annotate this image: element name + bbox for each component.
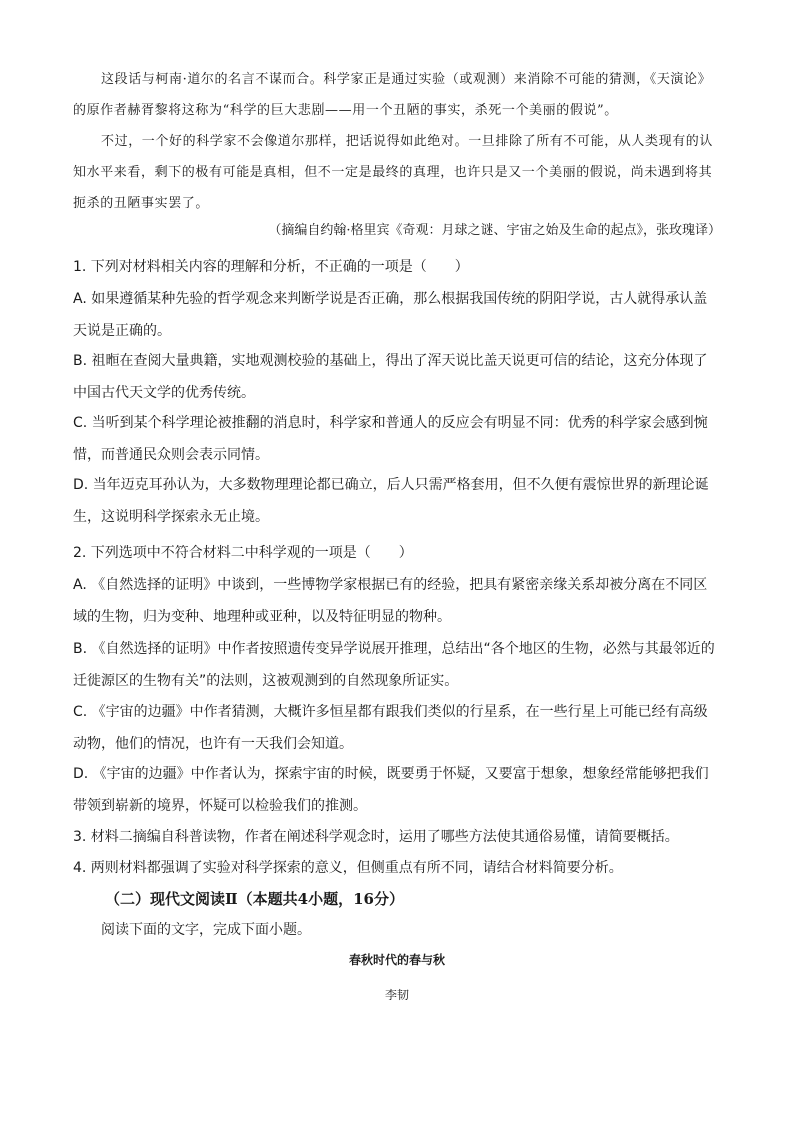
question-1-option-a: A. 如果遵循某种先验的哲学观念来判断学说是否正确，那么根据我国传统的阴阳学说，古人就得承认盖天说是正确的。 (73, 291, 708, 339)
section-heading: （二）现代文阅读Ⅱ（本题共4小题，16分） (105, 890, 404, 908)
section-instruction: 阅读下面的文字，完成下面小题。 (101, 922, 311, 938)
article-author: 李韧 (384, 988, 409, 1002)
question-1-option-d: D. 当年迈克耳孙认为，大多数物理理论都已确立，后人只需严格套用，但不久便有震惊世界的新理论诞生，这说明科学探索永无止境。 (73, 477, 709, 525)
question-2-stem: 2. 下列选项中不符合材料二中科学观的一项是（ ） (73, 545, 413, 561)
question-2-option-d: D. 《宇宙的边疆》中作者认为，探索宇宙的时候，既要勇于怀疑，又要富于想象，想象经常能够把我们带领到崭新的境界，怀疑可以检验我们的推测。 (73, 766, 709, 814)
question-2-option-a: A. 《自然选择的证明》中谈到，一些博物学家根据已有的经验，把具有紧密亲缘关系却被分离在不同区域的生物，归为变种、地理种或亚种，以及特征明显的物种。 (73, 577, 708, 625)
passage-paragraph-1: 这段话与柯南·道尔的名言不谋而合。科学家正是通过实验（或观测）来消除不可能的猜测，《天演论》的原作者赫胥黎将这称为“科学的巨大悲剧——用一个丑陋的事实，杀死一个美丽的假说”。 (73, 72, 712, 118)
question-2-option-c: C. 《宇宙的边疆》中作者猜测，大概许多恒星都有跟我们类似的行星系，在一些行星上可能已经有高级动物，他们的情况，也许有一天我们会知道。 (73, 704, 708, 752)
question-2-option-b: B. 《自然选择的证明》中作者按照遗传变异学说展开推理，总结出“各个地区的生物，必然与其最邻近的迁徙源区的生物有关”的法则，这被观测到的自然现象所证实。 (73, 641, 715, 689)
article-title: 春秋时代的春与秋 (348, 953, 445, 967)
passage-paragraph-2: 不过，一个好的科学家不会像道尔那样，把话说得如此绝对。一旦排除了所有不可能，从人类现有的认知水平来看，剩下的极有可能是真相，但不一定是最终的真理，也许只是又一个美丽的假说，尚未遇到将其扼杀的丑陋事实罢了。 (73, 134, 714, 211)
question-1-stem: 1. 下列对材料相关内容的理解和分析，不正确的一项是（ ） (73, 259, 469, 275)
question-1-option-c: C. 当听到某个科学理论被推翻的消息时，科学家和普通人的反应会有明显不同：优秀的科学家会感到惋惜，而普通民众则会表示同情。 (73, 415, 708, 463)
question-3: 3. 材料二摘编自科普读物，作者在阐述科学观念时，运用了哪些方法使其通俗易懂，请简要概括。 (73, 829, 679, 845)
question-1-option-b: B. 祖暅在查阅大量典籍，实地观测校验的基础上，得出了浑天说比盖天说更可信的结论，这充分体现了中国古代天文学的优秀传统。 (73, 353, 708, 401)
question-4: 4. 两则材料都强调了实验对科学探索的意义，但侧重点有所不同，请结合材料简要分析。 (73, 860, 623, 876)
passage-source-citation: （摘编自约翰·格里宾《奇观：月球之谜、宇宙之始及生命的起点》，张玫瑰译） (268, 223, 721, 238)
